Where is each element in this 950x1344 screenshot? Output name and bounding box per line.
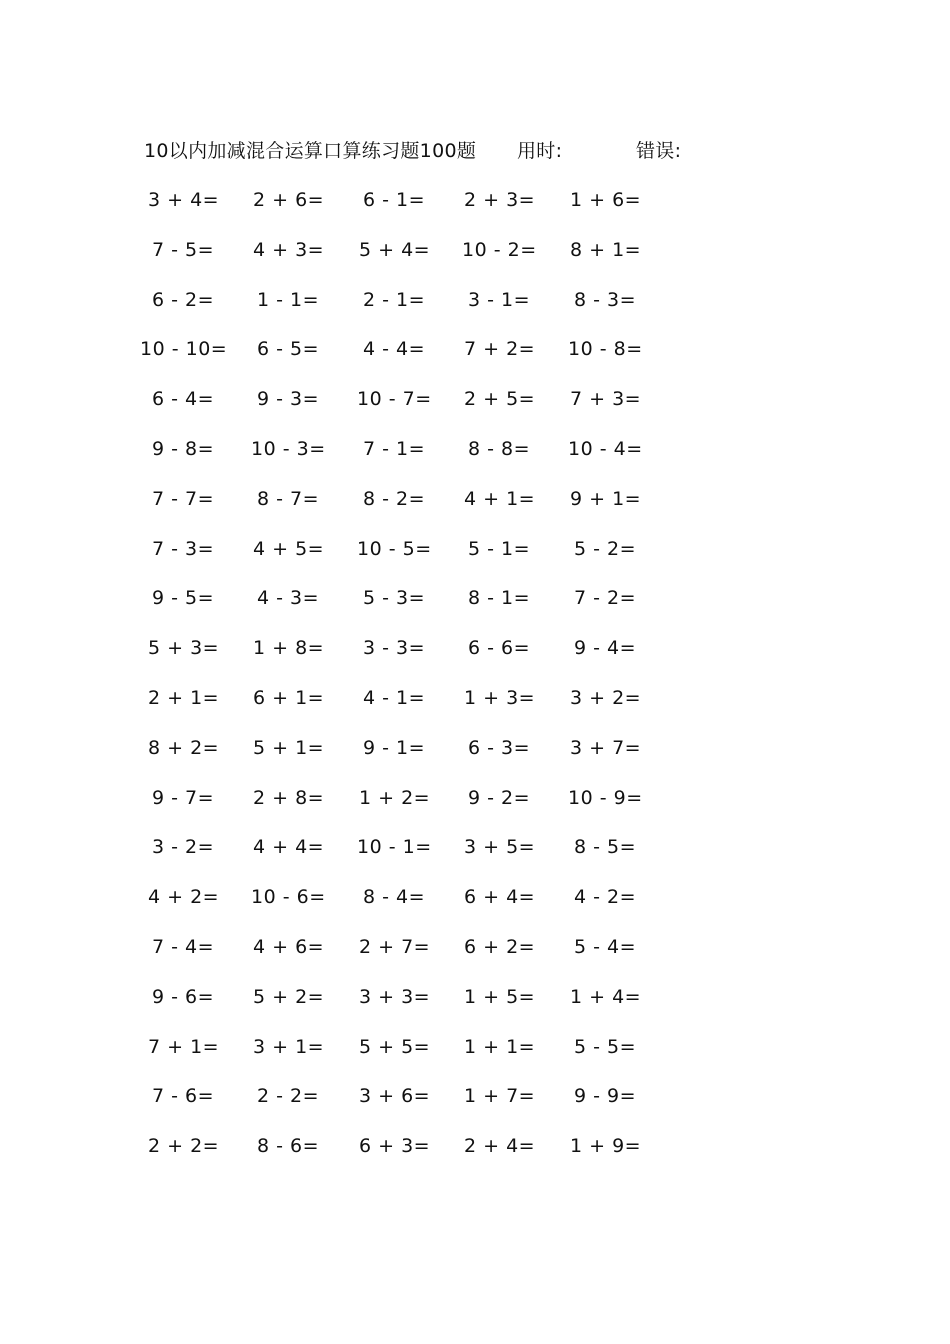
problem-item: 1 + 2= [359, 786, 431, 809]
problem-item: 3 - 2= [152, 836, 215, 859]
problem-row [0, 1027, 950, 1077]
problem-item: 1 + 5= [464, 985, 536, 1008]
worksheet-title: 10以内加减混合运算口算练习题100题 [144, 140, 477, 162]
problem-item: 10 - 8= [568, 338, 643, 361]
problem-item: 6 + 2= [464, 935, 536, 958]
problem-row [0, 429, 950, 479]
problem-item: 1 + 7= [464, 1085, 536, 1108]
problem-row [0, 628, 950, 678]
problem-item: 10 - 7= [357, 388, 432, 411]
problem-item: 9 + 1= [570, 487, 642, 510]
problem-item: 6 - 4= [152, 388, 215, 411]
problem-item: 6 - 2= [152, 288, 215, 311]
problem-item: 2 + 1= [148, 686, 220, 709]
problem-item: 10 - 9= [568, 786, 643, 809]
problem-item: 1 + 9= [570, 1135, 642, 1158]
problem-item: 3 - 1= [468, 288, 531, 311]
worksheet-header [0, 137, 950, 165]
problem-item: 7 - 1= [363, 437, 426, 460]
problem-item: 1 + 1= [464, 1035, 536, 1058]
problem-item: 2 - 2= [257, 1085, 320, 1108]
problem-item: 8 - 6= [257, 1135, 320, 1158]
problem-item: 4 + 3= [253, 238, 325, 261]
problem-item: 5 + 2= [253, 985, 325, 1008]
problem-item: 10 - 6= [251, 886, 326, 909]
problem-item: 2 + 6= [253, 189, 325, 211]
problem-item: 9 - 9= [574, 1085, 637, 1108]
problem-item: 6 - 6= [468, 637, 531, 660]
problem-item: 5 - 4= [574, 935, 637, 958]
problem-item: 2 + 2= [148, 1135, 220, 1158]
problem-row [0, 1126, 950, 1176]
problem-item: 2 + 8= [253, 786, 325, 809]
problem-grid [0, 180, 950, 1176]
problem-row [0, 877, 950, 927]
problem-item: 7 + 2= [464, 338, 536, 361]
problem-item: 1 + 3= [464, 686, 536, 709]
problem-item: 4 + 5= [253, 537, 325, 560]
problem-item: 8 - 5= [574, 836, 637, 859]
time-used-label: 用时: [517, 140, 563, 162]
problem-item: 3 + 4= [148, 189, 220, 211]
problem-item: 1 + 6= [570, 189, 642, 211]
problem-row [0, 1076, 950, 1126]
problem-item: 9 - 3= [257, 388, 320, 411]
problem-item: 4 + 1= [464, 487, 536, 510]
problem-row [0, 578, 950, 628]
problem-item: 8 - 1= [468, 587, 531, 610]
problem-item: 3 + 2= [570, 686, 642, 709]
problem-item: 7 - 7= [152, 487, 215, 510]
problem-item: 2 + 3= [464, 189, 536, 211]
problem-row [0, 280, 950, 330]
problem-item: 8 - 7= [257, 487, 320, 510]
problem-item: 10 - 3= [251, 437, 326, 460]
problem-row [0, 827, 950, 877]
problem-item: 7 - 5= [152, 238, 215, 261]
problem-item: 8 + 2= [148, 736, 220, 759]
problem-item: 3 + 5= [464, 836, 536, 859]
problem-row [0, 329, 950, 379]
problem-item: 5 + 4= [359, 238, 431, 261]
problem-item: 2 + 5= [464, 388, 536, 411]
problem-item: 7 + 1= [148, 1035, 220, 1058]
problem-item: 2 + 4= [464, 1135, 536, 1158]
problem-item: 3 - 3= [363, 637, 426, 660]
problem-item: 9 - 7= [152, 786, 215, 809]
problem-row [0, 529, 950, 579]
problem-row [0, 479, 950, 529]
problem-item: 5 + 5= [359, 1035, 431, 1058]
problem-item: 9 - 6= [152, 985, 215, 1008]
problem-item: 5 + 1= [253, 736, 325, 759]
problem-item: 10 - 4= [568, 437, 643, 460]
problem-item: 7 - 3= [152, 537, 215, 560]
problem-item: 3 + 3= [359, 985, 431, 1008]
problem-item: 5 + 3= [148, 637, 220, 660]
problem-item: 6 + 1= [253, 686, 325, 709]
problem-item: 3 + 7= [570, 736, 642, 759]
problem-item: 7 - 4= [152, 935, 215, 958]
problem-item: 8 - 4= [363, 886, 426, 909]
problem-item: 8 - 3= [574, 288, 637, 311]
problem-item: 1 + 8= [253, 637, 325, 660]
problem-item: 8 - 2= [363, 487, 426, 510]
problem-row [0, 728, 950, 778]
problem-item: 10 - 2= [462, 238, 537, 261]
problem-item: 8 + 1= [570, 238, 642, 261]
problem-item: 7 - 6= [152, 1085, 215, 1108]
problem-item: 5 - 1= [468, 537, 531, 560]
problem-item: 6 - 3= [468, 736, 531, 759]
problem-item: 6 - 1= [363, 189, 426, 211]
problem-item: 6 - 5= [257, 338, 320, 361]
problem-item: 9 - 2= [468, 786, 531, 809]
problem-item: 4 + 4= [253, 836, 325, 859]
problem-item: 9 - 8= [152, 437, 215, 460]
problem-item: 4 - 4= [363, 338, 426, 361]
problem-item: 9 - 1= [363, 736, 426, 759]
problem-item: 4 - 2= [574, 886, 637, 909]
problem-row [0, 927, 950, 977]
problem-item: 5 - 3= [363, 587, 426, 610]
problem-row [0, 778, 950, 828]
problem-item: 10 - 5= [357, 537, 432, 560]
problem-row [0, 678, 950, 728]
problem-row [0, 230, 950, 280]
problem-item: 4 + 6= [253, 935, 325, 958]
error-count-label: 错误: [636, 140, 682, 162]
problem-item: 9 - 4= [574, 637, 637, 660]
problem-item: 5 - 2= [574, 537, 637, 560]
problem-item: 4 - 1= [363, 686, 426, 709]
problem-item: 5 - 5= [574, 1035, 637, 1058]
problem-item: 4 - 3= [257, 587, 320, 610]
problem-item: 7 + 3= [570, 388, 642, 411]
problem-row [0, 180, 950, 230]
problem-item: 6 + 4= [464, 886, 536, 909]
problem-item: 6 + 3= [359, 1135, 431, 1158]
problem-row [0, 977, 950, 1027]
problem-item: 7 - 2= [574, 587, 637, 610]
problem-item: 10 - 10= [140, 338, 228, 361]
problem-item: 4 + 2= [148, 886, 220, 909]
problem-row [0, 379, 950, 429]
problem-item: 1 - 1= [257, 288, 320, 311]
problem-item: 1 + 4= [570, 985, 642, 1008]
problem-item: 2 + 7= [359, 935, 431, 958]
problem-item: 8 - 8= [468, 437, 531, 460]
problem-item: 10 - 1= [357, 836, 432, 859]
problem-item: 3 + 1= [253, 1035, 325, 1058]
problem-item: 9 - 5= [152, 587, 215, 610]
problem-item: 2 - 1= [363, 288, 426, 311]
problem-item: 3 + 6= [359, 1085, 431, 1108]
